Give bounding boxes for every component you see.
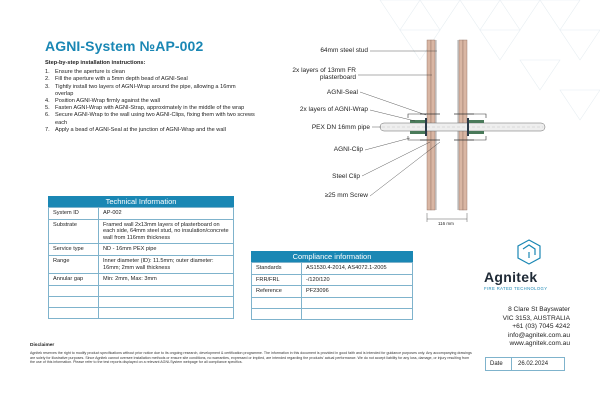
table-key: Substrate — [49, 219, 99, 244]
diagram-label-screw: ≥25 mm Screw — [324, 192, 368, 199]
diagram-dimension-label: 116 mm — [438, 221, 454, 226]
table-value: -/120/120 — [302, 274, 413, 286]
diagram-label-agni-seal: AGNI-Seal — [326, 89, 358, 96]
instruction-step: 6. Secure AGNI-Wrap to the wall using two AGNI-Clips, fixing them with two screws each — [45, 112, 255, 126]
diagram-label-agni-wrap: 2x layers of AGNI-Wrap — [299, 106, 368, 113]
instruction-step: 7. Apply a bead of AGNI-Seal at the junction of AGNI-Wrap and the wall — [45, 126, 226, 133]
instruction-step: 2. Fill the aperture with a 5mm depth bead of AGNI-Seal — [45, 76, 188, 83]
date-value: 26.02.2024 — [518, 361, 549, 367]
diagram-label-pex-pipe: PEX DN 16mm pipe — [311, 124, 370, 131]
table-row — [49, 285, 234, 296]
table-row — [252, 263, 413, 275]
table-row — [49, 255, 234, 273]
diagram-label-steel-clip: Steel Clip — [332, 173, 360, 180]
technical-info-table — [48, 207, 234, 319]
company-address — [503, 306, 570, 349]
table-key: Annular gap — [49, 274, 99, 286]
table-value — [99, 296, 234, 307]
table-value: AP-002 — [99, 208, 234, 220]
disclaimer-text: Agnitek reserves the right to modify product specifications without prior notice due to its ongoing research, development & certification programme. The information in this document is provided in good faith and is intended for guidance purposes only. Any accompanying drawings are solely for illustrative purposes. Since Agnitek cannot oversee installation methods or ensure site conditions, no warranties, expressed or implied, are intended regarding the products' actual performance. We do not accept liability for any loss, damage, or injury resulting from the use of this information. Please refer to the test reports displayed on a relevant AGNI-System webpage for all compliance specifics. — [30, 351, 472, 365]
table-value — [302, 297, 413, 308]
instructions-heading: Step-by-step installation instructions: — [45, 60, 146, 66]
website-link[interactable]: www.agnitek.com.au — [509, 340, 570, 348]
table-key — [49, 296, 99, 307]
diagram-label-plasterboard: 2x layers of 13mm FR plasterboard — [292, 67, 356, 81]
table-row — [252, 308, 413, 319]
installation-instructions — [45, 60, 255, 134]
table-row — [252, 286, 413, 298]
table-value — [99, 307, 234, 318]
table-value — [302, 308, 413, 319]
table-value: Min: 2mm, Max: 3mm — [99, 274, 234, 286]
table-key: Service type — [49, 244, 99, 256]
table-value: AS1530.4-2014, AS4072.1-2005 — [302, 263, 413, 275]
table-key: System ID — [49, 208, 99, 220]
instruction-step: 4. Position AGNI-Wrap firmly against the wall — [45, 98, 160, 105]
email-link[interactable]: info@agnitek.com.au — [507, 331, 570, 339]
table-key: Range — [49, 255, 99, 273]
table-row — [252, 297, 413, 308]
table-row — [49, 296, 234, 307]
technical-info-heading: Technical Information — [48, 196, 234, 207]
table-key: Standards — [252, 263, 302, 275]
table-row — [49, 208, 234, 220]
address-line: VIC 3153, AUSTRALIA — [502, 314, 570, 322]
table-row — [49, 274, 234, 286]
date-box — [485, 357, 565, 371]
table-value — [99, 285, 234, 296]
table-value: Framed wall 2x13mm layers of plasterboard on each side, 64mm steel stud, no insulation/concrete wall from 116mm thickness — [99, 219, 234, 244]
table-key — [49, 285, 99, 296]
compliance-info-table — [251, 262, 413, 320]
disclaimer-title: Disclaimer — [30, 343, 55, 348]
table-row — [252, 274, 413, 286]
table-key: Reference — [252, 286, 302, 298]
address-line: 8 Clare St Bayswater — [508, 306, 570, 313]
date-label: Date — [486, 358, 512, 370]
phone-number: +61 (03) 7045 4242 — [512, 323, 570, 331]
table-key — [49, 307, 99, 318]
brand-name: Agnitek — [484, 269, 538, 285]
compliance-info-heading: Compliance information — [251, 251, 413, 262]
table-key: FRR/FRL — [252, 274, 302, 286]
page-title: AGNI-System №AP-002 — [45, 38, 204, 54]
table-key — [252, 308, 302, 319]
instruction-step: 3. Tightly install two layers of AGNI-Wrap around the pipe, allowing a 16mm overlap — [45, 83, 236, 97]
table-row — [49, 307, 234, 318]
table-value: ND - 16mm PEX pipe — [99, 244, 234, 256]
instruction-step: 5. Fasten AGNI-Wrap with AGNI-Strap, approximately in the middle of the wrap — [45, 105, 245, 112]
table-value: Inner diameter (ID): 11.5mm; outer diameter: 16mm; 2mm wall thickness — [99, 255, 234, 273]
agnitek-logo-icon — [496, 238, 562, 270]
brand-tagline: FIRE RATED TECHNOLOGY — [484, 286, 548, 291]
table-row — [49, 219, 234, 244]
diagram-label-agni-clip: AGNI-Clip — [333, 146, 363, 153]
table-row — [49, 244, 234, 256]
table-value: PF23096 — [302, 286, 413, 298]
table-key — [252, 297, 302, 308]
diagram-label-steel-stud: 64mm steel stud — [320, 47, 368, 54]
background-pattern — [360, 0, 600, 140]
instruction-step: 1. Ensure the aperture is clean — [45, 69, 125, 76]
